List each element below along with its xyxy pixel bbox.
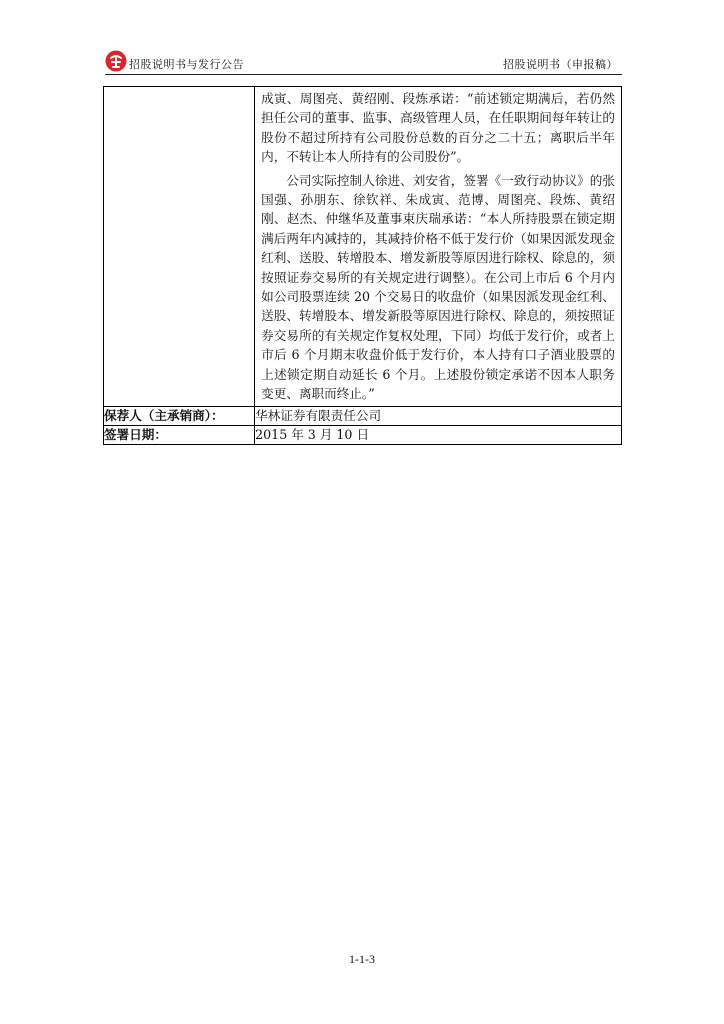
header-right-title: 招股说明书（申报稿） bbox=[503, 58, 618, 71]
sponsor-value: 华林证券有限责任公司 bbox=[255, 406, 622, 425]
header-left-title: 招股说明书与发行公告 bbox=[129, 58, 244, 71]
sponsor-label: 保荐人（主承销商）： bbox=[104, 406, 255, 425]
empty-label-cell bbox=[104, 87, 255, 407]
commitment-paragraph: 成寅、周图亮、黄绍刚、段炼承诺：“前述锁定期满后，若仍然担任公司的董事、监事、高级管理人员，在任职期间每年转让的股份不超过所持有公司股份总数的百分之二十五；离职后半年内，不转让本人所持有的公司股份”。 bbox=[261, 91, 615, 165]
prospectus-info-table bbox=[103, 86, 622, 445]
sign-date-label: 签署日期： bbox=[104, 425, 255, 444]
commitment-cell bbox=[255, 87, 622, 407]
table-row bbox=[104, 406, 622, 425]
page-number: 1-1-3 bbox=[349, 952, 375, 966]
page-header bbox=[105, 50, 622, 74]
commitment-paragraph: 公司实际控制人徐进、刘安省，签署《一致行动协议》的张国强、孙朋东、徐钦祥、朱成寅、范博、周图亮、段炼、黄绍刚、赵杰、仲继华及董事束庆瑞承诺：“本人所持股票在锁定期满后两年内减持的，其减持价格不低于发行价（如果因派发现金红利、送股、转增股本、增发新股等原因进行除权、除息的，须按照证券交易所的有关规定进行调整）。在公司上市后 6 个月内如公司股票连续 20 个交易日的收盘价（如果因派发现金红利、送股、转增股本、增发新股等原因进行除权、除息的，须按照证券交易所的有关规定作复权处理，下同）均低于发行价，或者上市后 6 个月期末收盘价低于发行价，本人持有口子酒业股票的上述锁定期自动延长 6 个月。上述股份锁定承诺不因本人职务变更、离职而终止。” bbox=[261, 172, 615, 402]
table-row bbox=[104, 425, 622, 444]
table-row bbox=[104, 87, 622, 407]
header-rule bbox=[105, 74, 622, 75]
company-logo-icon bbox=[105, 50, 127, 72]
sign-date-value: 2015 年 3 月 10 日 bbox=[255, 425, 622, 444]
